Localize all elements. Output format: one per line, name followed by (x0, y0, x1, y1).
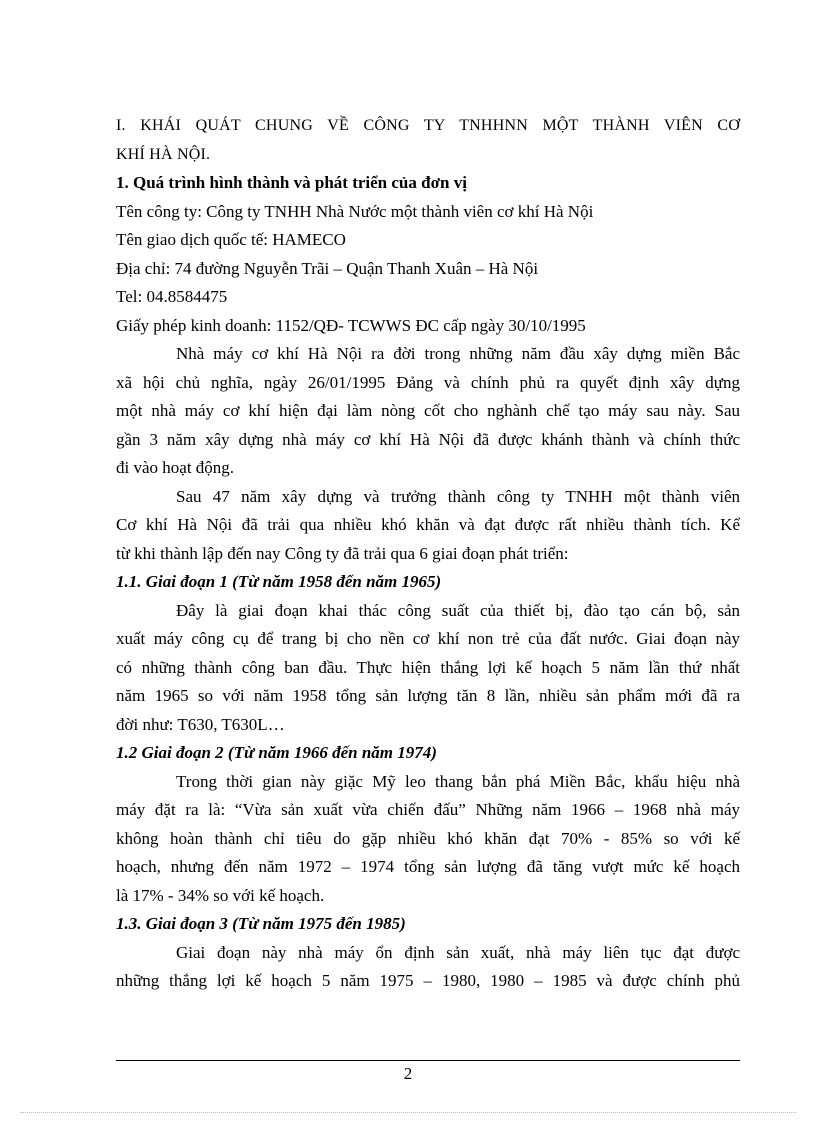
text-line: hoạch, nhưng đến năm 1972 – 1974 tổng sản lượng đã tăng vượt mức kế hoạch (116, 857, 740, 876)
stage-2-text (116, 768, 740, 911)
document-page (116, 112, 740, 996)
trade-name: Tên giao dịch quốc tế: HAMECO (116, 230, 346, 249)
stage-2-title: 1.2 Giai đoạn 2 (Từ năm 1966 đến năm 1974) (116, 743, 437, 762)
text-line: Nhà máy cơ khí Hà Nội ra đời trong những năm đầu xây dựng miền Bắc (176, 344, 740, 363)
text-line: là 17% - 34% so với kế hoạch. (116, 885, 325, 905)
text-line: gần 3 năm xây dựng nhà máy cơ khí Hà Nội đã được khánh thành và chính thức (116, 429, 740, 449)
company-name: Tên công ty: Công ty TNHH Nhà Nước một thành viên cơ khí Hà Nội (116, 201, 594, 221)
text-line: Cơ khí Hà Nội đã trải qua nhiều khó khăn và đạt được rất nhiều thành tích. Kể (116, 515, 740, 534)
business-license: Giấy phép kinh doanh: 1152/QĐ- TCWWS ĐC cấp ngày 30/10/1995 (116, 315, 586, 335)
stage-1-text (116, 597, 740, 740)
stage-1-title: 1.1. Giai đoạn 1 (Từ năm 1958 đến năm 1965) (116, 572, 442, 591)
stage-3-title: 1.3. Giai đoạn 3 (Từ năm 1975 đến 1985) (116, 914, 406, 933)
text-line: từ khi thành lập đến nay Công ty đã trải qua 6 giai đoạn phát triển: (116, 543, 569, 563)
paragraph-history (116, 340, 740, 483)
text-line: có những thành công ban đầu. Thực hiện thắng lợi kế hoạch 5 năm lần thứ nhất (116, 657, 740, 677)
section-title: 1. Quá trình hình thành và phát triển của đơn vị (116, 173, 467, 192)
text-line: Đây là giai đoạn khai thác công suất của thiết bị, đào tạo cán bộ, sản (176, 600, 740, 620)
page-number: 2 (403, 1064, 413, 1083)
page-bottom-dotted-rule (20, 1112, 796, 1113)
text-line: đời như: T630, T630L… (116, 714, 285, 734)
telephone: Tel: 04.8584475 (116, 287, 228, 306)
paragraph-development (116, 483, 740, 569)
heading-line-1: I. KHÁI QUÁT CHUNG VỀ CÔNG TY TNHHNN MỘT THÀNH VIÊN CƠ (116, 117, 740, 134)
text-line: một nhà máy cơ khí hiện đại làm nòng cốt cho nghành chế tạo máy sau này. Sau (116, 401, 740, 420)
text-line: xuất máy công cụ để trang bị cho nền cơ khí non trẻ của đất nước. Giai đoạn này (116, 629, 740, 648)
text-line: không hoàn thành chỉ tiêu do gặp nhiều khó khăn đạt 70% - 85% so với kế (116, 828, 740, 848)
heading-line-2: KHÍ HÀ NỘI. (116, 145, 211, 163)
text-line: Giai đoạn này nhà máy ổn định sản xuất, nhà máy liên tục đạt được (176, 942, 740, 962)
text-line: năm 1965 so với năm 1958 tổng sản lượng tăn 8 lần, nhiều sản phẩm mới đã ra (116, 686, 740, 705)
text-line: đi vào hoạt động. (116, 458, 235, 477)
stage-3-text (116, 939, 740, 996)
text-line: máy đặt ra là: “Vừa sản xuất vừa chiến đấu” Những năm 1966 – 1968 nhà máy (116, 800, 740, 819)
text-line: Trong thời gian này giặc Mỹ leo thang bắn phá Miền Bắc, khẩu hiệu nhà (176, 771, 740, 791)
text-line: những thắng lợi kế hoạch 5 năm 1975 – 1980, 1980 – 1985 và được chính phủ (116, 971, 740, 990)
text-line: xã hội chủ nghĩa, ngày 26/01/1995 Đảng và chính phủ ra quyết định xây dựng (116, 372, 740, 392)
footer-divider (116, 1060, 740, 1061)
address: Địa chỉ: 74 đường Nguyễn Trãi – Quận Thanh Xuân – Hà Nội (116, 258, 539, 278)
text-line: Sau 47 năm xây dựng và trưởng thành công ty TNHH một thành viên (176, 486, 740, 506)
